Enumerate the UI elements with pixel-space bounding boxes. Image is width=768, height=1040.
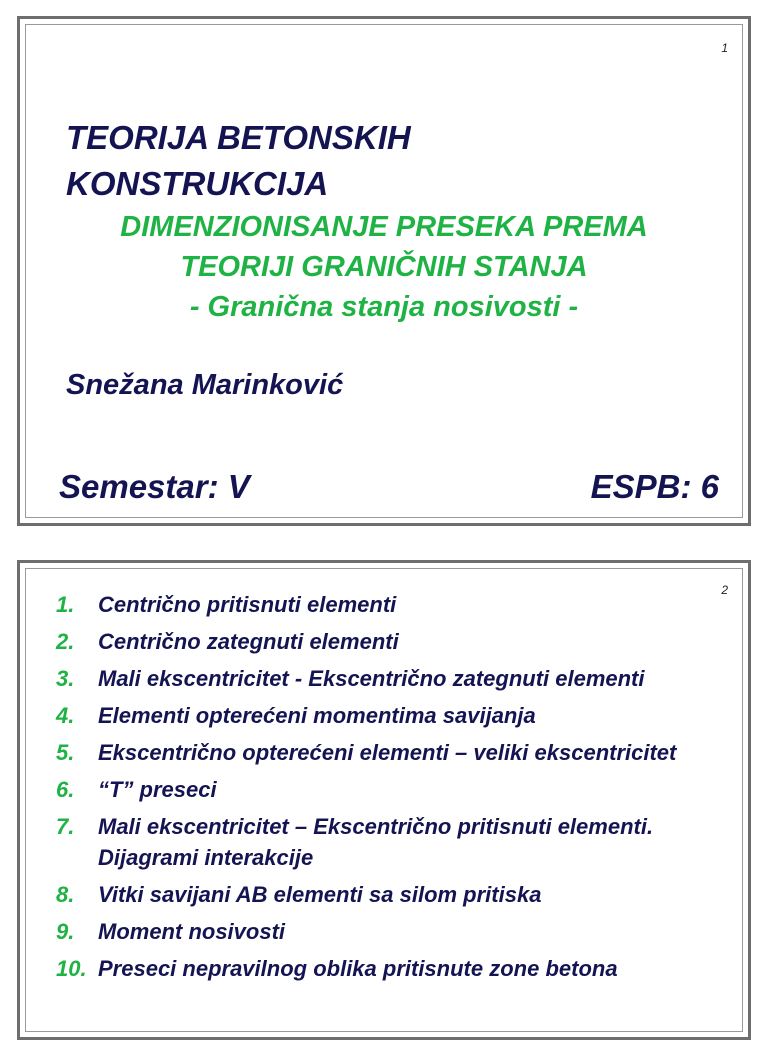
list-item-text: Ekscentrično opterećeni elementi – veliki ekscentricitet bbox=[98, 740, 677, 765]
slide-2-inner-frame bbox=[25, 568, 743, 1032]
list-item-text: Centrično pritisnuti elementi bbox=[98, 592, 397, 617]
semester-label: Semestar: V bbox=[59, 468, 250, 505]
slide-1 bbox=[17, 16, 751, 526]
subtitle-line-3: - Granična stanja nosivosti - bbox=[189, 291, 579, 323]
list-item-number: 3. bbox=[56, 666, 75, 691]
list-item-number: 9. bbox=[56, 919, 75, 944]
list-item-text: Centrično zategnuti elementi bbox=[98, 629, 399, 654]
course-title bbox=[66, 115, 411, 207]
list-item-number: 5. bbox=[56, 740, 75, 765]
list-item-number: 7. bbox=[56, 814, 75, 839]
course-title-line-2: KONSTRUKCIJA bbox=[66, 165, 329, 202]
slide-number: 2 bbox=[721, 583, 728, 597]
subtitle-line-2: TEORIJI GRANIČNIH STANJA bbox=[180, 251, 588, 283]
list-item bbox=[56, 916, 728, 947]
list-item-number: 1. bbox=[56, 592, 75, 617]
list-item-text: Vitki savijani AB elementi sa silom pritiska bbox=[98, 882, 542, 907]
subtitle-line-1: DIMENZIONISANJE PRESEKA PREMA bbox=[120, 211, 648, 243]
list-item-number: 4. bbox=[56, 703, 75, 728]
list-item-text: Preseci nepravilnog oblika pritisnute zone betona bbox=[98, 956, 618, 981]
slide-1-inner-frame bbox=[25, 24, 743, 518]
author-name: Snežana Marinković bbox=[66, 369, 344, 401]
list-item bbox=[56, 811, 728, 873]
list-item-text: “T” preseci bbox=[98, 777, 217, 802]
list-item bbox=[56, 626, 728, 657]
list-item bbox=[56, 663, 728, 694]
table-of-contents bbox=[56, 589, 728, 990]
list-item bbox=[56, 737, 728, 768]
list-item-text: Moment nosivosti bbox=[98, 919, 286, 944]
list-item bbox=[56, 700, 728, 731]
list-item-number: 6. bbox=[56, 777, 75, 802]
list-item bbox=[56, 589, 728, 620]
list-item-number: 2. bbox=[56, 629, 75, 654]
course-title-line-1: TEORIJA BETONSKIH bbox=[66, 119, 411, 156]
list-item-text: Mali ekscentricitet - Ekscentrično zategnuti elementi bbox=[98, 666, 645, 691]
list-item bbox=[56, 774, 728, 805]
list-item-number: 8. bbox=[56, 882, 75, 907]
list-item-number: 10. bbox=[56, 956, 87, 981]
slide-2 bbox=[17, 560, 751, 1040]
list-item bbox=[56, 953, 728, 984]
list-item-text: Mali ekscentricitet – Ekscentrično pritisnuti elementi. Dijagrami interakcije bbox=[98, 814, 654, 870]
espb-label: ESPB: 6 bbox=[590, 468, 719, 505]
course-subtitle bbox=[26, 207, 742, 327]
list-item bbox=[56, 879, 728, 910]
slide-number: 1 bbox=[721, 41, 728, 55]
list-item-text: Elementi opterećeni momentima savijanja bbox=[98, 703, 536, 728]
